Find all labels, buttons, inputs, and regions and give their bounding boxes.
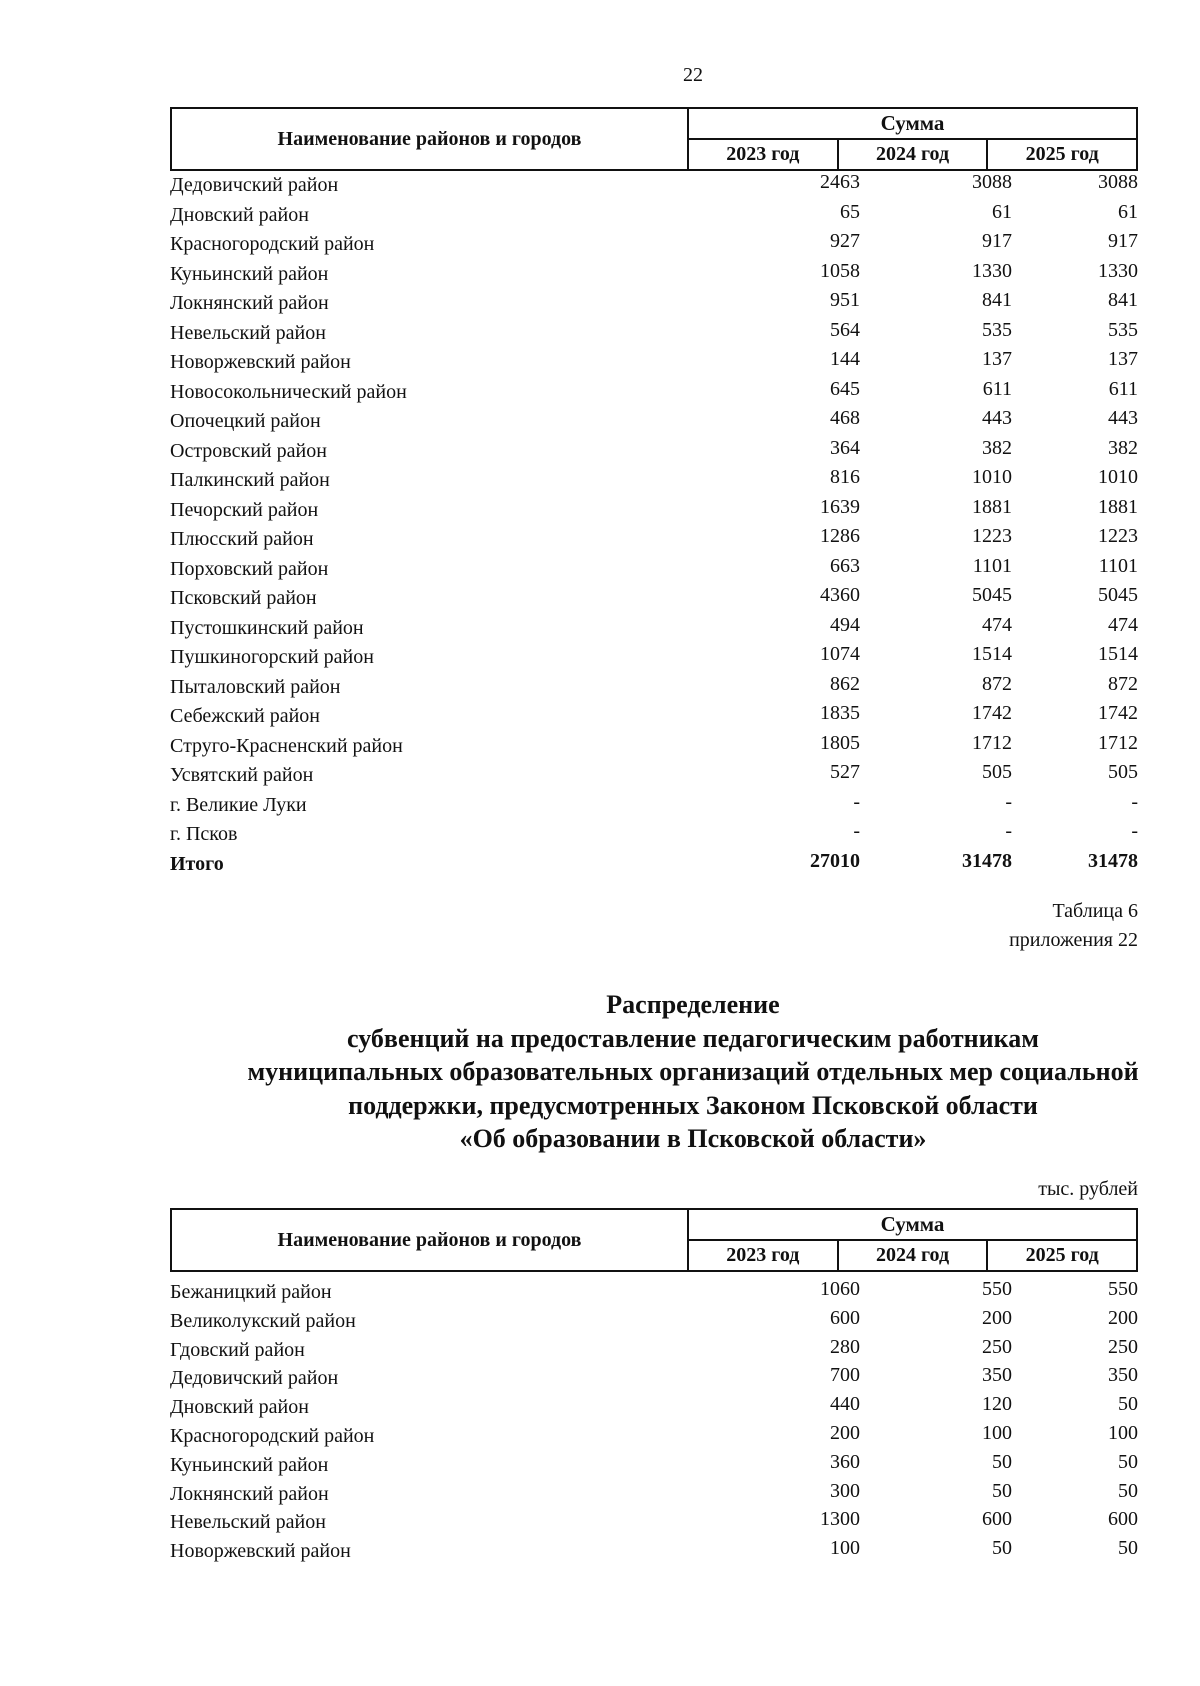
row-value-2024: 550 — [982, 1278, 1012, 1300]
header-year-2023: 2023 год — [689, 1241, 839, 1270]
table-row — [170, 1451, 1138, 1480]
header-name-column: Наименование районов и городов — [172, 109, 689, 169]
row-value-2023: - — [853, 820, 860, 842]
table-caption — [1009, 897, 1138, 955]
table-row — [170, 584, 1138, 614]
row-value-2025: 474 — [1108, 613, 1138, 636]
row-value-2024: 100 — [982, 1421, 1012, 1444]
row-value-2024: 600 — [982, 1508, 1012, 1531]
row-value-2025: 250 — [1108, 1335, 1138, 1358]
row-name: Усвятский район — [170, 764, 314, 786]
row-value-2025: 1514 — [1098, 643, 1138, 665]
row-value-2023: 527 — [830, 761, 860, 783]
row-value-2025: 917 — [1108, 230, 1138, 252]
row-value-2025: 200 — [1108, 1306, 1138, 1329]
table-row — [170, 289, 1138, 319]
row-value-2023: 927 — [830, 230, 860, 252]
row-value-2024: 50 — [992, 1450, 1012, 1473]
row-value-2023: 700 — [830, 1364, 860, 1387]
table-row — [170, 732, 1138, 762]
row-name: Дновский район — [170, 1396, 309, 1419]
row-value-2025: 611 — [1108, 377, 1138, 400]
row-value-2023: 468 — [830, 407, 860, 429]
title-line-4: поддержки, предусмотренных Законом Псковской области — [348, 1090, 1038, 1120]
row-value-2025: 535 — [1108, 318, 1138, 341]
table-row — [170, 407, 1138, 437]
table-row — [170, 1336, 1138, 1365]
row-value-2023: 663 — [830, 554, 860, 577]
title-line-3: муниципальных образовательных организаций отдельных мер социальной — [247, 1057, 1139, 1086]
row-value-2024: 917 — [982, 230, 1012, 252]
caption-table-number: Таблица 6 — [1052, 900, 1138, 922]
table-row — [170, 201, 1138, 231]
table-row — [170, 171, 1138, 201]
table-row — [170, 555, 1138, 585]
total-value-2025: 31478 — [1088, 849, 1138, 872]
row-name: Пустошкинский район — [170, 616, 364, 639]
total-row — [170, 850, 1138, 880]
table-row — [170, 1537, 1138, 1566]
row-value-2025: 1881 — [1098, 495, 1138, 518]
row-name: Великолукский район — [170, 1309, 356, 1332]
row-value-2024: 137 — [982, 348, 1012, 370]
row-value-2025: 50 — [1118, 1537, 1138, 1560]
row-name: Пушкиногорский район — [170, 646, 374, 668]
row-name: Дедовичский район — [170, 1367, 339, 1390]
row-value-2025: 505 — [1108, 761, 1138, 783]
row-value-2024: 1101 — [972, 554, 1012, 577]
row-name: Островский район — [170, 439, 327, 462]
row-value-2024: 350 — [982, 1364, 1012, 1387]
row-value-2023: 1286 — [820, 525, 860, 547]
table-row — [170, 230, 1138, 260]
row-name: Печорский район — [170, 498, 319, 521]
table-row — [170, 673, 1138, 703]
row-value-2025: 50 — [1118, 1393, 1138, 1416]
row-value-2024: 1712 — [972, 731, 1012, 754]
row-value-2023: 600 — [830, 1306, 860, 1329]
row-value-2025: 443 — [1108, 407, 1138, 429]
table-row — [170, 1480, 1138, 1509]
total-value-2023: 27010 — [810, 849, 860, 872]
table-row — [170, 319, 1138, 349]
header-year-2024: 2024 год — [839, 1241, 989, 1270]
row-name: Куньинский район — [170, 1453, 329, 1476]
row-value-2025: 1712 — [1098, 731, 1138, 754]
header-year-2025: 2025 год — [1025, 143, 1099, 165]
header-sum-title: Сумма — [689, 1210, 1136, 1241]
row-value-2023: 364 — [830, 436, 860, 459]
row-value-2024: 5045 — [972, 584, 1012, 606]
row-name: Красногородский район — [170, 233, 375, 255]
row-value-2023: 494 — [830, 613, 860, 636]
row-name: Гдовский район — [170, 1338, 305, 1361]
row-value-2025: 350 — [1108, 1364, 1138, 1387]
total-value-2024: 31478 — [962, 849, 1012, 872]
caption-appendix: приложения 22 — [1009, 929, 1138, 951]
row-value-2024: 200 — [982, 1306, 1012, 1329]
row-value-2023: 144 — [830, 348, 860, 370]
row-value-2025: 3088 — [1098, 171, 1138, 193]
row-name: Палкинский район — [170, 469, 330, 491]
row-value-2024: - — [1005, 790, 1012, 813]
row-value-2024: 250 — [982, 1335, 1012, 1358]
row-value-2024: 505 — [982, 761, 1012, 783]
row-value-2024: 1010 — [972, 466, 1012, 488]
row-name: Дедовичский район — [170, 174, 339, 196]
row-value-2024: 120 — [982, 1393, 1012, 1416]
row-value-2024: 611 — [982, 377, 1012, 400]
row-value-2023: 280 — [830, 1335, 860, 1358]
row-value-2025: 1223 — [1098, 525, 1138, 547]
row-value-2025: 50 — [1118, 1450, 1138, 1473]
row-name: Невельский район — [170, 321, 326, 344]
row-value-2023: 816 — [830, 466, 860, 488]
row-value-2024: 50 — [992, 1537, 1012, 1560]
row-value-2024: 443 — [982, 407, 1012, 429]
row-value-2023: 862 — [830, 672, 860, 695]
row-value-2023: 200 — [830, 1421, 860, 1444]
row-value-2024: 1881 — [972, 495, 1012, 518]
row-value-2024: 50 — [992, 1479, 1012, 1502]
header-year-2024: 2024 год — [839, 140, 989, 169]
row-value-2023: 1074 — [820, 643, 860, 665]
row-value-2023: 65 — [840, 200, 860, 223]
row-value-2023: 645 — [830, 377, 860, 400]
row-value-2025: - — [1131, 790, 1138, 813]
row-value-2024: 1742 — [972, 702, 1012, 724]
table-row — [170, 1364, 1138, 1393]
row-value-2024: 1514 — [972, 643, 1012, 665]
table-header — [170, 1208, 1138, 1272]
title-line-5: «Об образовании в Псковской области» — [459, 1124, 927, 1153]
row-value-2023: 2463 — [820, 171, 860, 193]
table-row — [170, 260, 1138, 290]
table-header — [170, 107, 1138, 171]
table-row — [170, 1278, 1138, 1307]
row-name: Порховский район — [170, 557, 329, 580]
row-value-2025: 5045 — [1098, 584, 1138, 606]
table-row — [170, 761, 1138, 791]
row-value-2023: 1835 — [820, 702, 860, 724]
row-value-2023: 1639 — [820, 495, 860, 518]
table-row — [170, 643, 1138, 673]
row-value-2025: 137 — [1108, 348, 1138, 370]
row-name: Новосокольнический район — [170, 380, 407, 403]
row-value-2025: 1330 — [1098, 259, 1138, 282]
row-name: Плюсский район — [170, 528, 314, 550]
row-name: Опочецкий район — [170, 410, 321, 432]
row-value-2023: 300 — [830, 1479, 860, 1502]
row-value-2025: 600 — [1108, 1508, 1138, 1531]
table-row — [170, 378, 1138, 408]
row-name: Новоржевский район — [170, 351, 351, 373]
row-name: г. Великие Луки — [170, 793, 307, 816]
row-value-2024: - — [1005, 820, 1012, 842]
row-value-2023: 1805 — [820, 731, 860, 754]
row-value-2025: 1742 — [1098, 702, 1138, 724]
row-value-2025: 872 — [1108, 672, 1138, 695]
row-value-2025: 841 — [1108, 289, 1138, 311]
table-body — [170, 1272, 1138, 1566]
table-row — [170, 791, 1138, 821]
row-name: Невельский район — [170, 1511, 326, 1534]
header-sum-title: Сумма — [689, 109, 1136, 140]
header-year-2025: 2025 год — [1025, 1244, 1099, 1266]
row-value-2025: - — [1131, 820, 1138, 842]
table-row — [170, 525, 1138, 555]
table-row — [170, 820, 1138, 850]
table-row — [170, 437, 1138, 467]
row-value-2024: 872 — [982, 672, 1012, 695]
table-row — [170, 496, 1138, 526]
table-row — [170, 1422, 1138, 1451]
row-value-2025: 1010 — [1098, 466, 1138, 488]
row-value-2023: 1300 — [820, 1508, 860, 1531]
row-value-2025: 61 — [1118, 200, 1138, 223]
table-row — [170, 466, 1138, 496]
units-label: тыс. рублей — [1038, 1178, 1138, 1200]
table-row — [170, 702, 1138, 732]
row-value-2025: 382 — [1108, 436, 1138, 459]
total-label: Итого — [170, 852, 224, 875]
row-name: Струго-Красненский район — [170, 734, 403, 757]
section-title — [0, 988, 1200, 1156]
row-name: Себежский район — [170, 705, 320, 727]
row-name: Локнянский район — [170, 1482, 329, 1505]
row-value-2024: 61 — [992, 200, 1012, 223]
header-name-column: Наименование районов и городов — [172, 1210, 689, 1270]
row-value-2023: 360 — [830, 1450, 860, 1473]
row-value-2023: 1058 — [820, 259, 860, 282]
table-row — [170, 1508, 1138, 1537]
table-row — [170, 614, 1138, 644]
header-year-2023: 2023 год — [689, 140, 839, 169]
row-value-2023: 1060 — [820, 1278, 860, 1300]
row-value-2025: 1101 — [1098, 554, 1138, 577]
row-value-2024: 3088 — [972, 171, 1012, 193]
row-name: Псковский район — [170, 587, 317, 609]
table-row — [170, 1393, 1138, 1422]
row-value-2024: 1223 — [972, 525, 1012, 547]
row-value-2024: 474 — [982, 613, 1012, 636]
row-value-2023: 564 — [830, 318, 860, 341]
row-name: г. Псков — [170, 823, 238, 845]
row-value-2023: 100 — [830, 1537, 860, 1560]
row-name: Пыталовский район — [170, 675, 341, 698]
row-value-2023: - — [853, 790, 860, 813]
table-row — [170, 348, 1138, 378]
table-row — [170, 1307, 1138, 1336]
row-name: Куньинский район — [170, 262, 329, 285]
row-name: Дновский район — [170, 203, 309, 226]
row-name: Локнянский район — [170, 292, 329, 314]
title-line-1: Распределение — [606, 990, 780, 1019]
row-value-2023: 4360 — [820, 584, 860, 606]
row-value-2025: 550 — [1108, 1278, 1138, 1300]
row-name: Новоржевский район — [170, 1540, 351, 1563]
title-line-2: субвенций на предоставление педагогическим работникам — [347, 1023, 1039, 1053]
row-name: Бежаницкий район — [170, 1281, 332, 1303]
table-body — [170, 171, 1138, 879]
row-value-2024: 841 — [982, 289, 1012, 311]
row-value-2024: 382 — [982, 436, 1012, 459]
row-value-2024: 535 — [982, 318, 1012, 341]
page-number: 22 — [683, 64, 703, 86]
row-name: Красногородский район — [170, 1424, 375, 1447]
row-value-2025: 50 — [1118, 1479, 1138, 1502]
row-value-2023: 951 — [830, 289, 860, 311]
row-value-2023: 440 — [830, 1393, 860, 1416]
row-value-2024: 1330 — [972, 259, 1012, 282]
table-6 — [170, 1208, 1138, 1566]
row-value-2025: 100 — [1108, 1421, 1138, 1444]
table-continuation — [170, 107, 1138, 879]
